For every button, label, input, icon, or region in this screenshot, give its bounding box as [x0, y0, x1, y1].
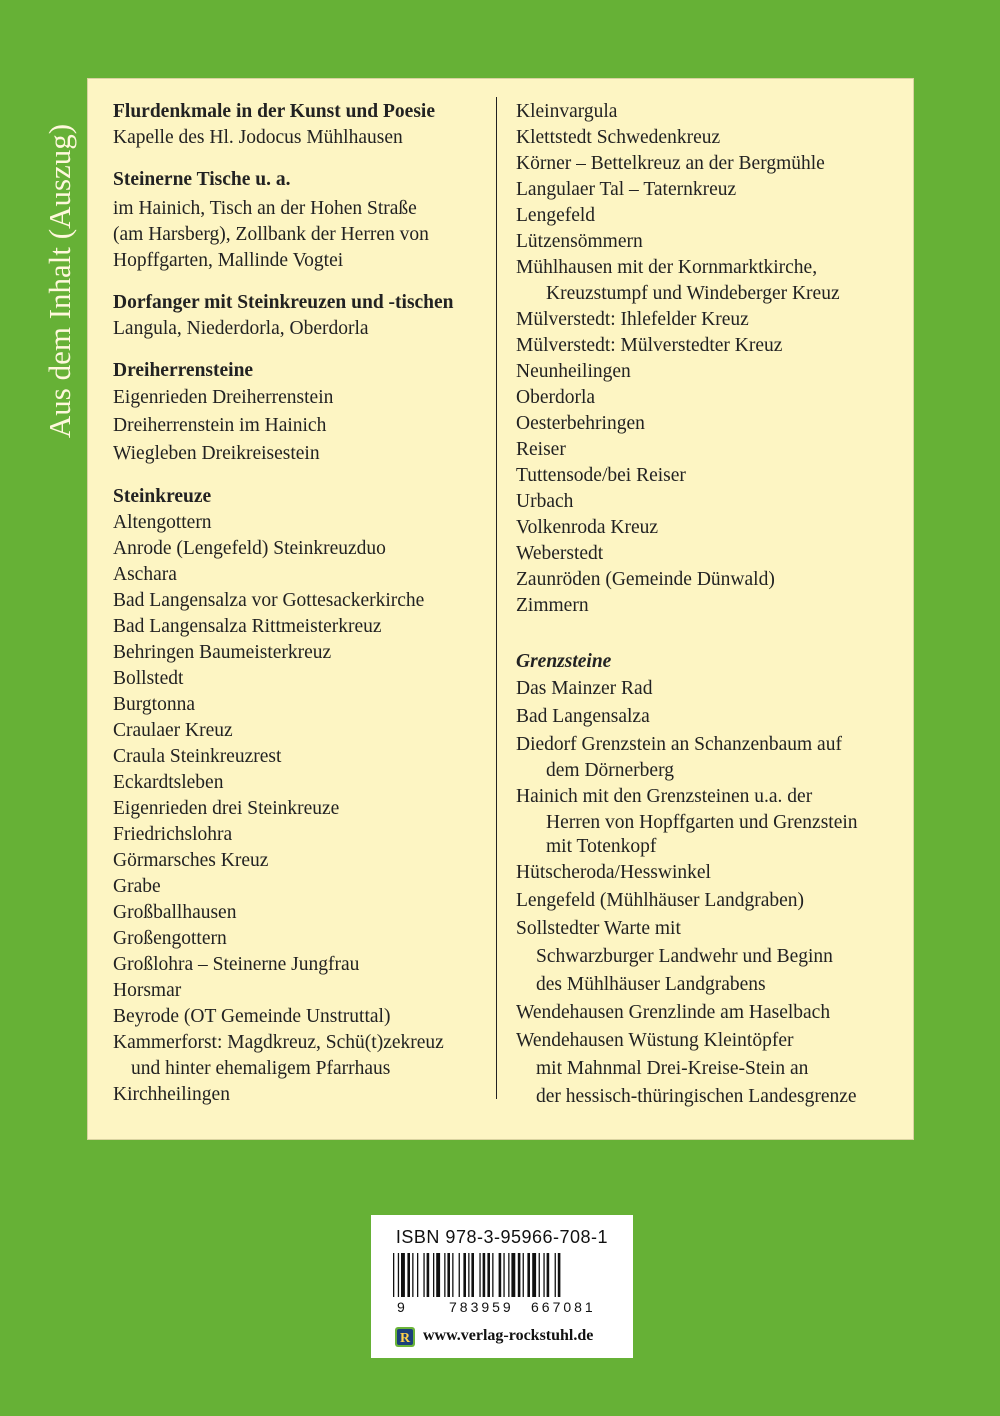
entry: Horsmar	[113, 980, 182, 1001]
entry: Großlohra – Steinerne Jungfrau	[113, 954, 360, 975]
section-heading-steinkreuze: Steinkreuze	[113, 486, 212, 507]
svg-text:R: R	[399, 1331, 411, 1346]
entry: Kirchheilingen	[113, 1084, 230, 1105]
entry-continuation: Herren von Hopffgarten und Grenzstein	[546, 812, 858, 833]
entry: Wiegleben Dreikreisestein	[113, 443, 320, 464]
section-heading-tische: Steinerne Tische u. a.	[113, 169, 291, 190]
section-heading-grenzsteine: Grenzsteine	[516, 651, 612, 672]
entry-continuation: Kreuzstumpf und Windeberger Kreuz	[546, 283, 840, 304]
entry: Bad Langensalza vor Gottesackerkirche	[113, 590, 425, 611]
entry: Behringen Baumeisterkreuz	[113, 642, 332, 663]
entry: Eckardtsleben	[113, 772, 224, 793]
section-heading-dorfanger: Dorfanger mit Steinkreuzen und -tischen	[113, 292, 454, 313]
entry: im Hainich, Tisch an der Hohen Straße	[113, 198, 417, 219]
entry: Oberdorla	[516, 387, 596, 408]
entry-continuation: mit Totenkopf	[546, 836, 657, 857]
side-title-text: Aus dem Inhalt (Auszug)	[42, 123, 77, 439]
rockstuhl-logo-icon	[395, 1327, 415, 1347]
entry: Oesterbehringen	[516, 413, 645, 434]
entry: Urbach	[516, 491, 574, 512]
entry: Bollstedt	[113, 668, 184, 689]
entry: Kapelle des Hl. Jodocus Mühlhausen	[113, 127, 403, 148]
entry: Diedorf Grenzstein an Schanzenbaum auf	[516, 734, 842, 755]
entry: Hopffgarten, Mallinde Vogtei	[113, 250, 344, 271]
barcode	[393, 1253, 613, 1299]
entry: Mülverstedt: Mülverstedter Kreuz	[516, 335, 783, 356]
entry: Bad Langensalza	[516, 706, 650, 727]
entry: Bad Langensalza Rittmeisterkreuz	[113, 616, 382, 637]
entry: Aschara	[113, 564, 177, 585]
entry: Zaunröden (Gemeinde Dünwald)	[516, 569, 775, 590]
contents-panel	[87, 78, 914, 1140]
entry: Kleinvargula	[516, 101, 618, 122]
entry: Dreiherrenstein im Hainich	[113, 415, 327, 436]
section-heading-dreiherrensteine: Dreiherrensteine	[113, 360, 254, 381]
barcode-digit-first: 9	[397, 1299, 405, 1315]
entry: Grabe	[113, 876, 161, 897]
entry: Mühlhausen mit der Kornmarktkirche,	[516, 257, 818, 278]
entry-continuation: und hinter ehemaligem Pfarrhaus	[131, 1058, 391, 1079]
entry: Neunheilingen	[516, 361, 631, 382]
entry: Craulaer Kreuz	[113, 720, 233, 741]
entry: Craula Steinkreuzrest	[113, 746, 282, 767]
entry: Großballhausen	[113, 902, 237, 923]
entry-continuation: dem Dörnerberg	[546, 760, 674, 781]
entry: Lengefeld (Mühlhäuser Landgraben)	[516, 890, 805, 911]
entry: Eigenrieden drei Steinkreuze	[113, 798, 340, 819]
entry: Klettstedt Schwedenkreuz	[516, 127, 721, 148]
section-heading-kunst: Flurdenkmale in der Kunst und Poesie	[113, 101, 435, 122]
entry: Görmarsches Kreuz	[113, 850, 269, 871]
column-divider	[496, 97, 497, 1099]
right-column	[516, 99, 911, 1111]
entry: Hütscheroda/Hesswinkel	[516, 862, 711, 883]
entry: Körner – Bettelkreuz an der Bergmühle	[516, 153, 825, 174]
entry: Anrode (Lengefeld) Steinkreuzduo	[113, 538, 386, 559]
entry: Burgtonna	[113, 694, 195, 715]
entry: Reiser	[516, 439, 566, 460]
entry: Hainich mit den Grenzsteinen u.a. der	[516, 786, 813, 807]
entry: Weberstedt	[516, 543, 604, 564]
entry: Großengottern	[113, 928, 227, 949]
entry: Mülverstedt: Ihlefelder Kreuz	[516, 309, 749, 330]
entry-continuation: des Mühlhäuser Landgrabens	[536, 974, 766, 995]
entry: Wendehausen Wüstung Kleintöpfer	[516, 1030, 794, 1051]
isbn-label: ISBN 978-3-95966-708-1	[395, 1227, 609, 1247]
entry: Lengefeld	[516, 205, 596, 226]
entry: Volkenroda Kreuz	[516, 517, 659, 538]
entry: Zimmern	[516, 595, 589, 616]
entry: Langulaer Tal – Taternkreuz	[516, 179, 737, 200]
entry: Das Mainzer Rad	[516, 678, 653, 699]
entry: Altengottern	[113, 512, 212, 533]
entry: Beyrode (OT Gemeinde Unstruttal)	[113, 1006, 391, 1027]
entry: Wendehausen Grenzlinde am Haselbach	[516, 1002, 831, 1023]
entry-continuation: mit Mahnmal Drei-Kreise-Stein an	[536, 1058, 809, 1079]
entry: Sollstedter Warte mit	[516, 918, 681, 939]
barcode-box	[371, 1215, 633, 1358]
barcode-digits-right: 667081	[531, 1299, 596, 1315]
entry-continuation: der hessisch-thüringischen Landesgrenze	[536, 1086, 857, 1107]
entry: Tuttensode/bei Reiser	[516, 465, 686, 486]
entry: Eigenrieden Dreiherrenstein	[113, 387, 334, 408]
entry: Langula, Niederdorla, Oberdorla	[113, 318, 369, 339]
left-column	[113, 99, 488, 1108]
entry: (am Harsberg), Zollbank der Herren von	[113, 224, 429, 245]
entry: Friedrichslohra	[113, 824, 233, 845]
entry: Lützensömmern	[516, 231, 643, 252]
publisher-url: www.verlag-rockstuhl.de	[423, 1327, 594, 1344]
entry: Kammerforst: Magdkreuz, Schü(t)zekreuz	[113, 1032, 444, 1053]
side-title	[42, 96, 78, 466]
barcode-digits-left: 783959	[449, 1299, 514, 1315]
entry-continuation: Schwarzburger Landwehr und Beginn	[536, 946, 833, 967]
